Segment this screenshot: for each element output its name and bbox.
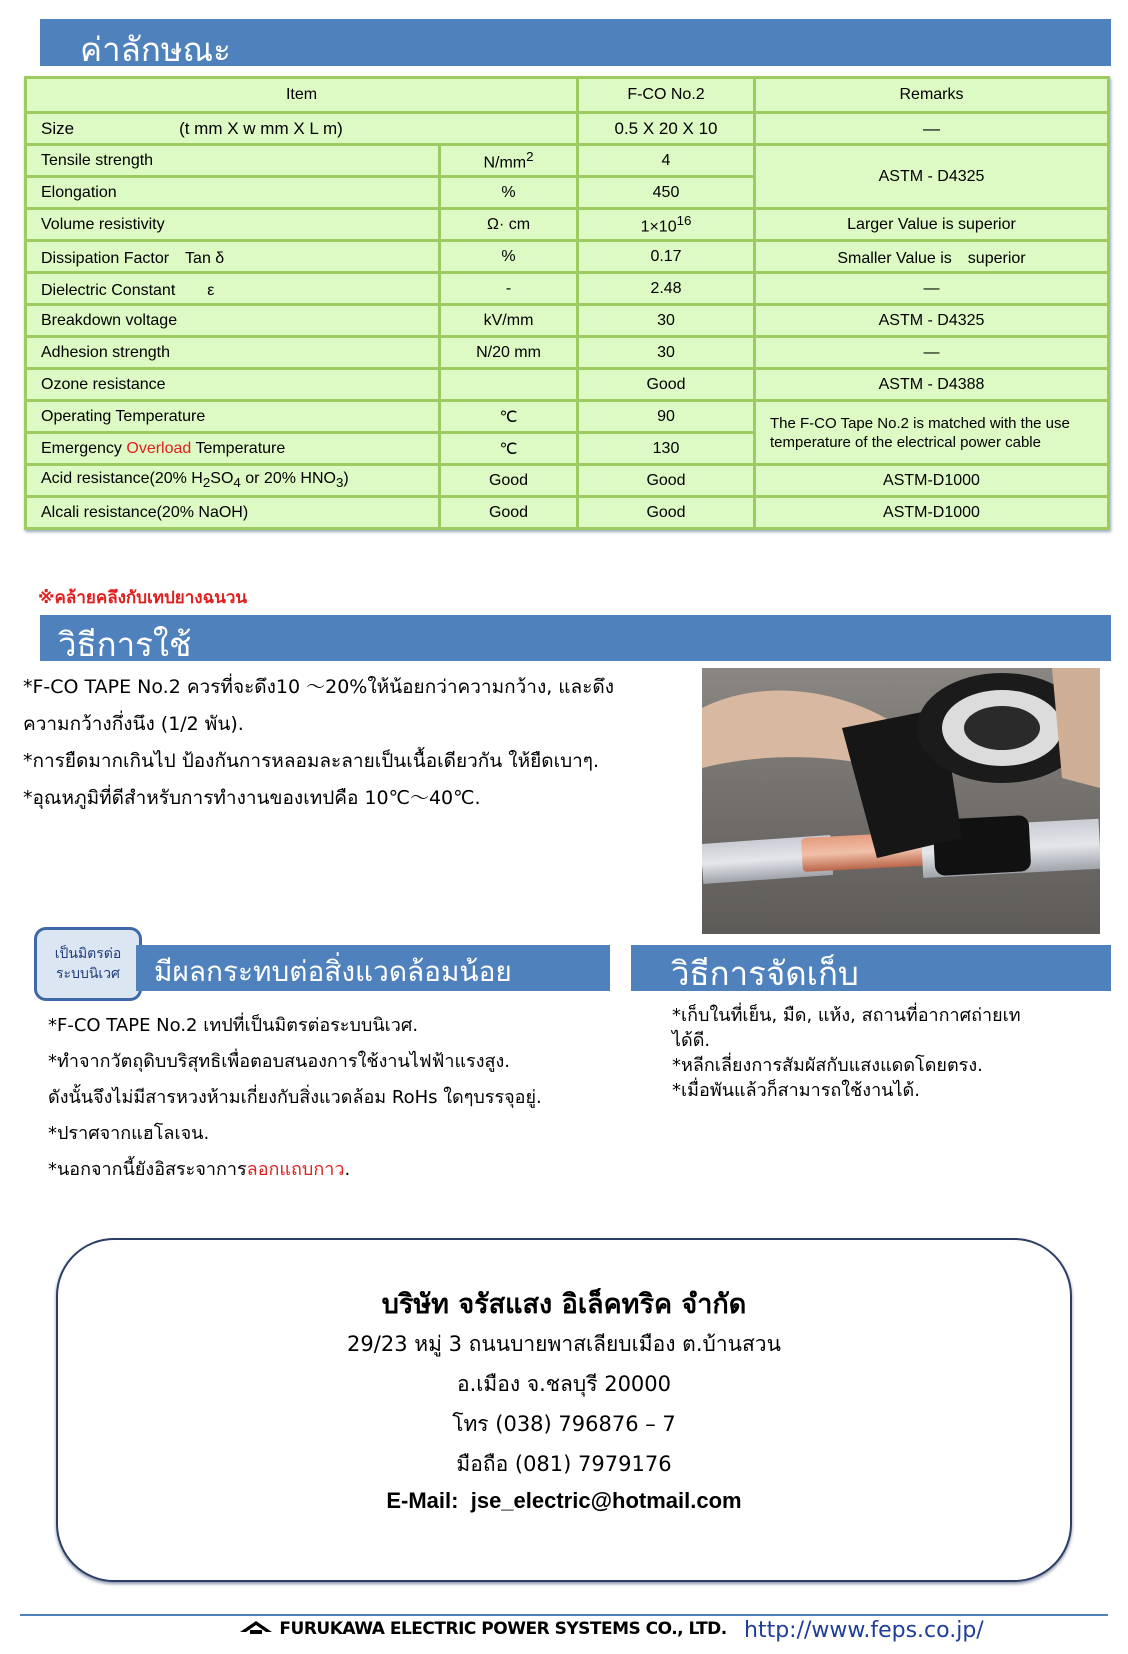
value-cell: 90: [578, 401, 755, 433]
item-cell: Alcali resistance(20% NaOH): [26, 497, 440, 529]
unit-cell: %: [440, 177, 578, 209]
item-cell: Adhesion strength: [26, 337, 440, 369]
item-text: Emergency: [41, 439, 127, 457]
table-row: [26, 497, 1109, 529]
item-cell: Dissipation Factor Tan δ: [26, 241, 440, 273]
remark-cell: ASTM - D4325: [755, 305, 1109, 337]
remark-cell: ASTM-D1000: [755, 465, 1109, 497]
table-row: [26, 305, 1109, 337]
env-line: *ทำจากวัตถุดิบบริสุทธิเพื่อตอบสนองการใช้งานไฟฟ้าแรงสูง.: [48, 1051, 510, 1072]
size-remark: —: [755, 113, 1109, 145]
table-row: [26, 241, 1109, 273]
unit-cell: kV/mm: [440, 305, 578, 337]
size-cell: [26, 113, 578, 145]
header-item: Item: [26, 78, 578, 113]
company-email-row: [58, 1488, 1070, 1514]
item-cell: Breakdown voltage: [26, 305, 440, 337]
value-cell: 30: [578, 305, 755, 337]
remark-cell: —: [755, 273, 1109, 305]
furukawa-logo-icon: [238, 1619, 274, 1639]
item-cell: Acid resistance(20% $H_2SO_4$ or 20% $HNO_3$): [26, 465, 440, 497]
unit-cell: N/20 mm: [440, 337, 578, 369]
env-text: .: [344, 1159, 351, 1180]
storage-line: ได้ดี.: [672, 1030, 711, 1051]
usage-line: *การยืดมากเกินไป ป้องกันการหลอมละลายเป็นเนื้อเดียวกัน ให้ยืดเบาๆ.: [23, 750, 600, 772]
section-header-usage: [40, 615, 1111, 664]
env-line: ดังนั้นจึงไม่มีสารหวงห้ามเกี่ยงกับสิ่งแวดล้อม RoHs ใดๆบรรจุอยู่.: [48, 1087, 542, 1108]
unit-cell: ℃: [440, 433, 578, 465]
company-address-line: อ.เมือง จ.ชลบุรี 20000: [456, 1372, 672, 1396]
storage-line: *หลีกเลี่ยงการสัมผัสกับแสงแดดโดยตรง.: [672, 1055, 983, 1076]
remark-cell: ASTM-D1000: [755, 497, 1109, 529]
eco-badge: [34, 927, 142, 1001]
value-cell: 0.17: [578, 241, 755, 273]
email-label: E-Mail:: [386, 1488, 459, 1513]
header-value: F-CO No.2: [578, 78, 755, 113]
company-phone: โทร (038) 796876 – 7: [452, 1412, 676, 1436]
env-line: *F-CO TAPE No.2 เทปที่เป็นมิตรต่อระบบนิเวศ.: [48, 1015, 419, 1036]
item-cell: Ozone resistance: [26, 369, 440, 401]
footer-divider: [20, 1614, 1108, 1616]
remark-cell: Larger Value is superior: [755, 209, 1109, 241]
env-highlight: ลอกแถบกาว: [246, 1159, 345, 1180]
value-cell: 130: [578, 433, 755, 465]
unit-cell: $N/mm^2$: [440, 145, 578, 177]
brand-name: FURUKAWA ELECTRIC POWER SYSTEMS CO., LTD.: [279, 1619, 727, 1639]
value-cell: 2.48: [578, 273, 755, 305]
table-note: ※คล้ายคลึงกับเทปยางฉนวน: [38, 588, 247, 608]
table-row: [26, 209, 1109, 241]
remark-cell: ASTM - D4388: [755, 369, 1109, 401]
section-title: มีผลกระทบต่อสิ่งแวดล้อมน้อย: [154, 955, 512, 988]
section-title: วิธีการใช้: [58, 625, 192, 664]
remark-cell: ASTM - D4325: [755, 145, 1109, 209]
footer-brand: [238, 1618, 727, 1639]
usage-text: [23, 669, 663, 817]
remark-cell: Smaller Value is superior: [755, 241, 1109, 273]
value-cell: Good: [578, 497, 755, 529]
item-cell: [26, 433, 440, 465]
table-row: [26, 145, 1109, 177]
remark-cell: The F-CO Tape No.2 is matched with the use temperature of the electrical power cable: [755, 401, 1109, 465]
item-cell: Volume resistivity: [26, 209, 440, 241]
unit-cell: ℃: [440, 401, 578, 433]
remark-cell: —: [755, 337, 1109, 369]
size-unit: (t mm X w mm X L m): [179, 118, 343, 138]
item-cell: Tensile strength: [26, 145, 440, 177]
section-header-characteristics: [40, 19, 1111, 69]
table-row: [26, 369, 1109, 401]
size-value: 0.5 X 20 X 10: [578, 113, 755, 145]
table-row: [26, 465, 1109, 497]
unit-cell: %: [440, 241, 578, 273]
table-row-size: [26, 113, 1109, 145]
value-cell: 4: [578, 145, 755, 177]
item-highlight: Overload: [126, 439, 192, 457]
size-label: Size: [41, 118, 75, 138]
unit-cell: Ω· cm: [440, 209, 578, 241]
company-contact-box: [56, 1238, 1072, 1582]
section-title: ค่าลักษณะ: [80, 30, 231, 69]
usage-line: *อุณหภูมิที่ดีสำหรับการทำงานของเทปคือ 10℃～40℃.: [23, 787, 481, 809]
company-name: บริษัท จรัสแสง อิเล็คทริค จำกัด: [381, 1289, 747, 1320]
unit-cell: -: [440, 273, 578, 305]
environment-text: [48, 1008, 628, 1188]
usage-line: ความกว้างกึ่งนึง (1/2 พัน).: [23, 713, 244, 735]
table-row: [26, 401, 1109, 433]
value-cell: Good: [578, 465, 755, 497]
footer-url-link[interactable]: http://www.feps.co.jp/: [744, 1618, 984, 1643]
unit-cell: [440, 369, 578, 401]
section-header-environment: [136, 945, 610, 991]
item-cell: Operating Temperature: [26, 401, 440, 433]
usage-line: *F-CO TAPE No.2 ควรที่จะดึง10 ～20%ให้น้อยกว่าความกว้าง, และดึง: [23, 676, 615, 698]
table-row: [26, 273, 1109, 305]
company-mobile: มือถือ (081) 7979176: [456, 1452, 672, 1476]
table-header-row: [26, 78, 1109, 113]
value-cell: Good: [578, 369, 755, 401]
section-header-storage: [631, 945, 1111, 991]
value-cell: 30: [578, 337, 755, 369]
tape-wrapping-photo: [702, 668, 1100, 934]
unit-cell: Good: [440, 465, 578, 497]
env-line: *ปราศจากแฮโลเจน.: [48, 1123, 210, 1144]
section-title: วิธีการจัดเก็บ: [671, 954, 859, 993]
spec-table: [24, 76, 1110, 530]
storage-line: *เมื่อพันแล้วก็สามารถใช้งานได้.: [672, 1080, 920, 1101]
value-cell: $1\times 10^{16}$: [578, 209, 755, 241]
value-cell: 450: [578, 177, 755, 209]
table-row: [26, 337, 1109, 369]
env-line: [48, 1152, 628, 1188]
item-cell: Elongation: [26, 177, 440, 209]
env-text: *นอกจากนี้ยังอิสระจาการ: [48, 1159, 247, 1180]
badge-line: เป็นมิตรต่อ: [54, 946, 122, 962]
storage-text: [672, 1003, 1092, 1103]
header-remarks: Remarks: [755, 78, 1109, 113]
badge-line: ระบบนิเวศ: [56, 966, 120, 982]
company-address-line: 29/23 หมู่ 3 ถนนบายพาสเลียบเมือง ต.บ้านสวน: [347, 1332, 781, 1356]
item-text: Temperature: [191, 439, 286, 457]
unit-cell: Good: [440, 497, 578, 529]
item-cell: Dielectric Constant ε: [26, 273, 440, 305]
storage-line: *เก็บในที่เย็น, มืด, แห้ง, สถานที่อากาศถ่ายเท: [672, 1005, 1021, 1026]
email-address[interactable]: jse_electric@hotmail.com: [470, 1488, 742, 1513]
